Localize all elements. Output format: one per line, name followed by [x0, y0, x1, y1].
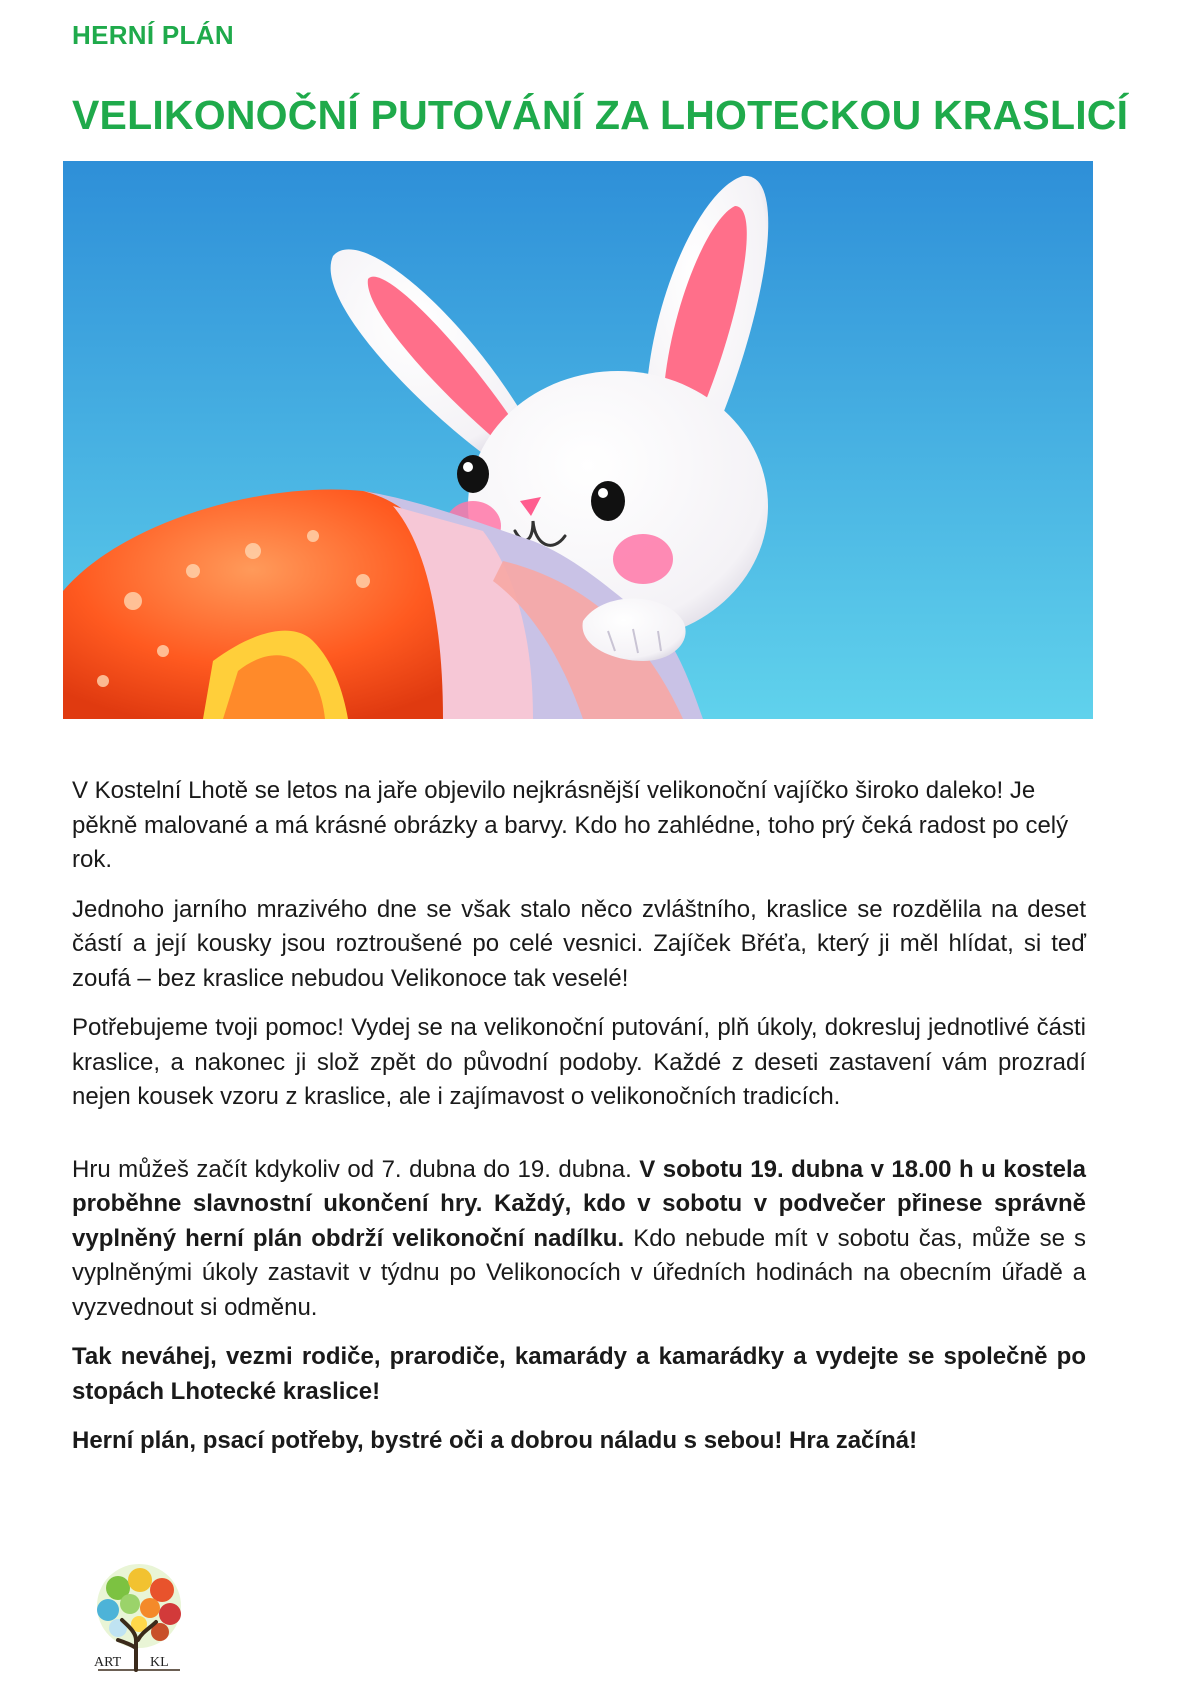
logo-text-right: KL — [150, 1655, 169, 1670]
logo-text-left: ART — [94, 1655, 122, 1670]
invite-bold-text: Tak neváhej, vezmi rodiče, prarodiče, kamarády a kamarádky a vydejte se společně po stopách Lhotecké kraslice! — [72, 1343, 1086, 1405]
paragraph-closing — [72, 1424, 1086, 1459]
paragraph-broken-egg: Jednoho jarního mrazivého dne se však stalo něco zvláštního, kraslice se rozdělila na deset částí a její kousky jsou roztroušené po celé vesnici. Zajíček Břéťa, který ji měl hlídat, si teď zoufá – bez kraslice nebudou Velikonoce tak veselé! — [72, 895, 1086, 992]
paragraph-intro: V Kostelní Lhotě se letos na jaře objevilo nejkrásnější velikonoční vajíčko široko daleko! Je pěkně malované a má krásné obrázky a barvy. Kdo ho zahlédne, toho prý čeká radost po celý rok. — [72, 777, 1069, 873]
document-title: VELIKONOČNÍ PUTOVÁNÍ ZA LHOTECKOU KRASLICÍ — [72, 92, 1129, 138]
art-kl-tree-logo — [78, 1558, 200, 1680]
dates-text-end: Kdo nebude mít v sobotu čas, může se s vyplněnými úkoly zastavit v týdnu po Velikonocích v úředních hodinách na obecním úřadě a vyzvednout si odměnu. — [72, 1224, 1086, 1321]
paragraph-help: Potřebujeme tvoji pomoc! Vydej se na velikonoční putování, plň úkoly, dokresluj jednotlivé části kraslice, a nakonec ji slož zpět do původní podoby. Každé z deseti zastavení vám prozradí nejen kousek vzoru z kraslice, ale i zajímavost o velikonočních tradicích. — [72, 1014, 1086, 1110]
bunny-eye-left — [457, 455, 489, 493]
paragraph-dates — [72, 1153, 1086, 1326]
story-text — [72, 774, 1086, 1474]
paragraph-invite — [72, 1340, 1086, 1409]
hero-illustration — [63, 161, 1093, 719]
bunny-eye-right — [591, 481, 625, 521]
dates-text: Hru můžeš začít kdykoliv od 7. dubna do 19. dubna. — [72, 1155, 640, 1183]
document-kicker: HERNÍ PLÁN — [72, 20, 234, 50]
dates-bold-text: V sobotu 19. dubna v 18.00 h u kostela proběhne slavnostní ukončení hry. Každý, kdo v sobotu v podvečer přinese správně vyplněný herní plán obdrží velikonoční nadílku. — [72, 1155, 1086, 1252]
closing-bold-text: Herní plán, psací potřeby, bystré oči a dobrou náladu s sebou! Hra začíná! — [72, 1427, 918, 1454]
